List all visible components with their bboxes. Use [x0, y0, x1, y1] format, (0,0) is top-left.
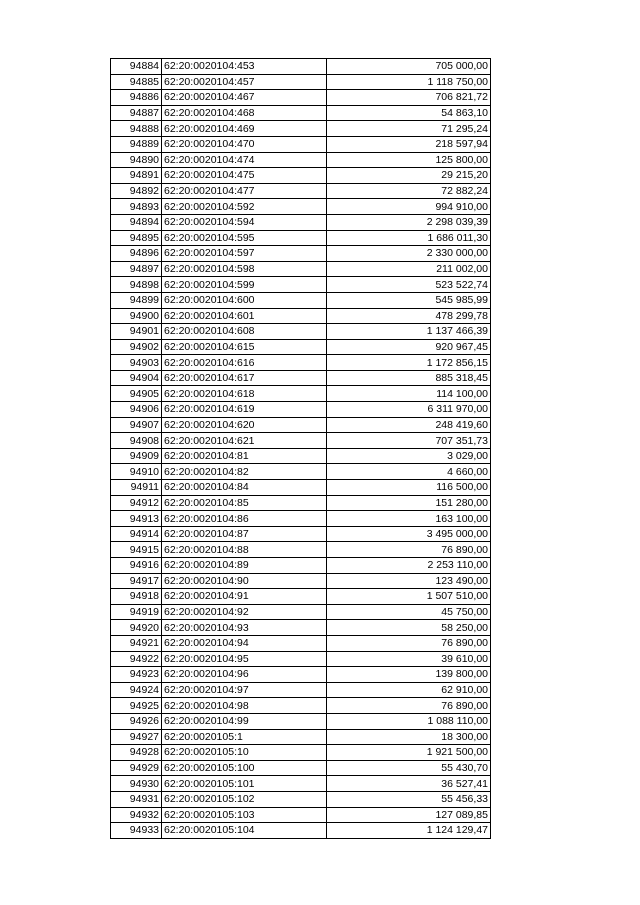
table-row — [111, 355, 491, 371]
row-number-cell: 94918 — [111, 589, 162, 605]
row-number-cell: 94924 — [111, 682, 162, 698]
row-number-cell: 94897 — [111, 261, 162, 277]
table-row — [111, 464, 491, 480]
cadastral-value-cell: 116 500,00 — [327, 480, 491, 496]
row-number-cell: 94894 — [111, 214, 162, 230]
cadastral-value-cell: 71 295,24 — [327, 121, 491, 137]
table-row — [111, 635, 491, 651]
cadastral-number-cell: 62:20:0020104:619 — [162, 402, 327, 418]
table-row — [111, 308, 491, 324]
row-number-cell: 94916 — [111, 558, 162, 574]
cadastral-number-cell: 62:20:0020104:592 — [162, 199, 327, 215]
row-number-cell: 94904 — [111, 370, 162, 386]
row-number-cell: 94914 — [111, 526, 162, 542]
table-body — [111, 59, 491, 839]
row-number-cell: 94887 — [111, 105, 162, 121]
cadastral-number-cell: 62:20:0020104:617 — [162, 370, 327, 386]
row-number-cell: 94892 — [111, 183, 162, 199]
table-row — [111, 292, 491, 308]
cadastral-number-cell: 62:20:0020104:92 — [162, 604, 327, 620]
cadastral-number-cell: 62:20:0020104:98 — [162, 698, 327, 714]
cadastral-number-cell: 62:20:0020104:86 — [162, 511, 327, 527]
table-row — [111, 823, 491, 839]
cadastral-value-cell: 114 100,00 — [327, 386, 491, 402]
table-row — [111, 277, 491, 293]
cadastral-value-table — [110, 58, 491, 839]
row-number-cell: 94896 — [111, 246, 162, 262]
table-row — [111, 168, 491, 184]
cadastral-value-cell: 39 610,00 — [327, 651, 491, 667]
cadastral-value-cell: 218 597,94 — [327, 136, 491, 152]
table-row — [111, 199, 491, 215]
cadastral-number-cell: 62:20:0020105:10 — [162, 745, 327, 761]
row-number-cell: 94902 — [111, 339, 162, 355]
row-number-cell: 94919 — [111, 604, 162, 620]
cadastral-number-cell: 62:20:0020104:597 — [162, 246, 327, 262]
cadastral-value-cell: 3 495 000,00 — [327, 526, 491, 542]
table-row — [111, 589, 491, 605]
cadastral-value-cell: 45 750,00 — [327, 604, 491, 620]
cadastral-value-cell: 2 253 110,00 — [327, 558, 491, 574]
cadastral-value-cell: 545 985,99 — [327, 292, 491, 308]
cadastral-number-cell: 62:20:0020104:599 — [162, 277, 327, 293]
table-row — [111, 760, 491, 776]
cadastral-number-cell: 62:20:0020104:97 — [162, 682, 327, 698]
cadastral-number-cell: 62:20:0020104:615 — [162, 339, 327, 355]
cadastral-value-cell: 920 967,45 — [327, 339, 491, 355]
row-number-cell: 94917 — [111, 573, 162, 589]
row-number-cell: 94893 — [111, 199, 162, 215]
table-row — [111, 433, 491, 449]
cadastral-value-cell: 76 890,00 — [327, 635, 491, 651]
cadastral-number-cell: 62:20:0020104:594 — [162, 214, 327, 230]
table-row — [111, 698, 491, 714]
table-row — [111, 59, 491, 75]
cadastral-number-cell: 62:20:0020105:104 — [162, 823, 327, 839]
table-row — [111, 651, 491, 667]
cadastral-value-cell: 1 088 110,00 — [327, 713, 491, 729]
cadastral-value-cell: 478 299,78 — [327, 308, 491, 324]
cadastral-number-cell: 62:20:0020104:468 — [162, 105, 327, 121]
cadastral-value-cell: 1 507 510,00 — [327, 589, 491, 605]
cadastral-value-cell: 1 172 856,15 — [327, 355, 491, 371]
table-row — [111, 495, 491, 511]
cadastral-number-cell: 62:20:0020104:96 — [162, 667, 327, 683]
cadastral-number-cell: 62:20:0020104:600 — [162, 292, 327, 308]
row-number-cell: 94909 — [111, 448, 162, 464]
row-number-cell: 94889 — [111, 136, 162, 152]
cadastral-value-cell: 76 890,00 — [327, 542, 491, 558]
table-row — [111, 339, 491, 355]
cadastral-number-cell: 62:20:0020104:601 — [162, 308, 327, 324]
row-number-cell: 94913 — [111, 511, 162, 527]
cadastral-value-cell: 29 215,20 — [327, 168, 491, 184]
cadastral-value-cell: 248 419,60 — [327, 417, 491, 433]
table-row — [111, 90, 491, 106]
cadastral-number-cell: 62:20:0020104:608 — [162, 324, 327, 340]
row-number-cell: 94900 — [111, 308, 162, 324]
cadastral-number-cell: 62:20:0020104:453 — [162, 59, 327, 75]
cadastral-value-cell: 705 000,00 — [327, 59, 491, 75]
row-number-cell: 94906 — [111, 402, 162, 418]
row-number-cell: 94933 — [111, 823, 162, 839]
cadastral-value-cell: 211 002,00 — [327, 261, 491, 277]
table-row — [111, 121, 491, 137]
row-number-cell: 94925 — [111, 698, 162, 714]
table-row — [111, 214, 491, 230]
cadastral-number-cell: 62:20:0020104:618 — [162, 386, 327, 402]
table-row — [111, 152, 491, 168]
row-number-cell: 94886 — [111, 90, 162, 106]
cadastral-number-cell: 62:20:0020104:91 — [162, 589, 327, 605]
cadastral-value-cell: 127 089,85 — [327, 807, 491, 823]
cadastral-number-cell: 62:20:0020104:620 — [162, 417, 327, 433]
table-row — [111, 682, 491, 698]
cadastral-value-cell: 6 311 970,00 — [327, 402, 491, 418]
cadastral-value-cell: 54 863,10 — [327, 105, 491, 121]
table-row — [111, 604, 491, 620]
cadastral-value-cell: 3 029,00 — [327, 448, 491, 464]
cadastral-value-cell: 885 318,45 — [327, 370, 491, 386]
cadastral-number-cell: 62:20:0020104:81 — [162, 448, 327, 464]
table-row — [111, 246, 491, 262]
row-number-cell: 94922 — [111, 651, 162, 667]
row-number-cell: 94885 — [111, 74, 162, 90]
cadastral-value-cell: 706 821,72 — [327, 90, 491, 106]
cadastral-number-cell: 62:20:0020104:82 — [162, 464, 327, 480]
cadastral-value-cell: 55 430,70 — [327, 760, 491, 776]
row-number-cell: 94911 — [111, 480, 162, 496]
cadastral-value-cell: 2 330 000,00 — [327, 246, 491, 262]
row-number-cell: 94931 — [111, 791, 162, 807]
row-number-cell: 94932 — [111, 807, 162, 823]
row-number-cell: 94888 — [111, 121, 162, 137]
table-row — [111, 620, 491, 636]
cadastral-number-cell: 62:20:0020105:1 — [162, 729, 327, 745]
cadastral-number-cell: 62:20:0020105:101 — [162, 776, 327, 792]
table-row — [111, 74, 491, 90]
cadastral-value-cell: 55 456,33 — [327, 791, 491, 807]
row-number-cell: 94890 — [111, 152, 162, 168]
cadastral-value-cell: 1 137 466,39 — [327, 324, 491, 340]
cadastral-number-cell: 62:20:0020104:474 — [162, 152, 327, 168]
table-row — [111, 511, 491, 527]
cadastral-number-cell: 62:20:0020105:103 — [162, 807, 327, 823]
table-row — [111, 807, 491, 823]
row-number-cell: 94908 — [111, 433, 162, 449]
row-number-cell: 94928 — [111, 745, 162, 761]
cadastral-value-cell: 72 882,24 — [327, 183, 491, 199]
row-number-cell: 94898 — [111, 277, 162, 293]
row-number-cell: 94929 — [111, 760, 162, 776]
cadastral-value-cell: 58 250,00 — [327, 620, 491, 636]
cadastral-number-cell: 62:20:0020104:89 — [162, 558, 327, 574]
cadastral-number-cell: 62:20:0020105:100 — [162, 760, 327, 776]
cadastral-value-cell: 994 910,00 — [327, 199, 491, 215]
table-row — [111, 448, 491, 464]
cadastral-value-cell: 18 300,00 — [327, 729, 491, 745]
table-row — [111, 230, 491, 246]
cadastral-number-cell: 62:20:0020104:598 — [162, 261, 327, 277]
cadastral-number-cell: 62:20:0020104:88 — [162, 542, 327, 558]
row-number-cell: 94891 — [111, 168, 162, 184]
cadastral-value-cell: 163 100,00 — [327, 511, 491, 527]
cadastral-value-cell: 62 910,00 — [327, 682, 491, 698]
cadastral-number-cell: 62:20:0020104:94 — [162, 635, 327, 651]
row-number-cell: 94920 — [111, 620, 162, 636]
cadastral-value-cell: 2 298 039,39 — [327, 214, 491, 230]
table-row — [111, 791, 491, 807]
row-number-cell: 94895 — [111, 230, 162, 246]
table-row — [111, 136, 491, 152]
table-row — [111, 105, 491, 121]
cadastral-number-cell: 62:20:0020104:87 — [162, 526, 327, 542]
table-row — [111, 667, 491, 683]
row-number-cell: 94915 — [111, 542, 162, 558]
cadastral-value-cell: 1 686 011,30 — [327, 230, 491, 246]
row-number-cell: 94926 — [111, 713, 162, 729]
row-number-cell: 94884 — [111, 59, 162, 75]
row-number-cell: 94912 — [111, 495, 162, 511]
cadastral-number-cell: 62:20:0020104:469 — [162, 121, 327, 137]
cadastral-value-cell: 523 522,74 — [327, 277, 491, 293]
cadastral-number-cell: 62:20:0020104:467 — [162, 90, 327, 106]
cadastral-number-cell: 62:20:0020104:616 — [162, 355, 327, 371]
cadastral-number-cell: 62:20:0020104:621 — [162, 433, 327, 449]
cadastral-number-cell: 62:20:0020104:475 — [162, 168, 327, 184]
table-row — [111, 729, 491, 745]
cadastral-number-cell: 62:20:0020104:84 — [162, 480, 327, 496]
cadastral-value-cell: 125 800,00 — [327, 152, 491, 168]
cadastral-value-cell: 123 490,00 — [327, 573, 491, 589]
table-row — [111, 261, 491, 277]
table-row — [111, 745, 491, 761]
cadastral-number-cell: 62:20:0020104:95 — [162, 651, 327, 667]
row-number-cell: 94930 — [111, 776, 162, 792]
row-number-cell: 94923 — [111, 667, 162, 683]
cadastral-number-cell: 62:20:0020104:93 — [162, 620, 327, 636]
table-row — [111, 324, 491, 340]
cadastral-value-cell: 76 890,00 — [327, 698, 491, 714]
row-number-cell: 94903 — [111, 355, 162, 371]
cadastral-value-cell: 1 921 500,00 — [327, 745, 491, 761]
table-row — [111, 713, 491, 729]
table-row — [111, 386, 491, 402]
cadastral-number-cell: 62:20:0020104:85 — [162, 495, 327, 511]
cadastral-value-cell: 36 527,41 — [327, 776, 491, 792]
table-row — [111, 542, 491, 558]
table-row — [111, 183, 491, 199]
row-number-cell: 94905 — [111, 386, 162, 402]
row-number-cell: 94899 — [111, 292, 162, 308]
table-row — [111, 480, 491, 496]
cadastral-value-cell: 4 660,00 — [327, 464, 491, 480]
table-row — [111, 776, 491, 792]
cadastral-number-cell: 62:20:0020104:470 — [162, 136, 327, 152]
table-row — [111, 526, 491, 542]
cadastral-value-cell: 1 124 129,47 — [327, 823, 491, 839]
cadastral-number-cell: 62:20:0020104:595 — [162, 230, 327, 246]
table-row — [111, 370, 491, 386]
cadastral-number-cell: 62:20:0020104:99 — [162, 713, 327, 729]
table-row — [111, 402, 491, 418]
cadastral-value-cell: 707 351,73 — [327, 433, 491, 449]
table-row — [111, 558, 491, 574]
cadastral-value-cell: 1 118 750,00 — [327, 74, 491, 90]
row-number-cell: 94901 — [111, 324, 162, 340]
cadastral-number-cell: 62:20:0020104:477 — [162, 183, 327, 199]
cadastral-number-cell: 62:20:0020104:90 — [162, 573, 327, 589]
cadastral-value-cell: 151 280,00 — [327, 495, 491, 511]
table-row — [111, 417, 491, 433]
cadastral-value-cell: 139 800,00 — [327, 667, 491, 683]
row-number-cell: 94910 — [111, 464, 162, 480]
table-row — [111, 573, 491, 589]
row-number-cell: 94927 — [111, 729, 162, 745]
cadastral-number-cell: 62:20:0020105:102 — [162, 791, 327, 807]
row-number-cell: 94921 — [111, 635, 162, 651]
cadastral-number-cell: 62:20:0020104:457 — [162, 74, 327, 90]
row-number-cell: 94907 — [111, 417, 162, 433]
